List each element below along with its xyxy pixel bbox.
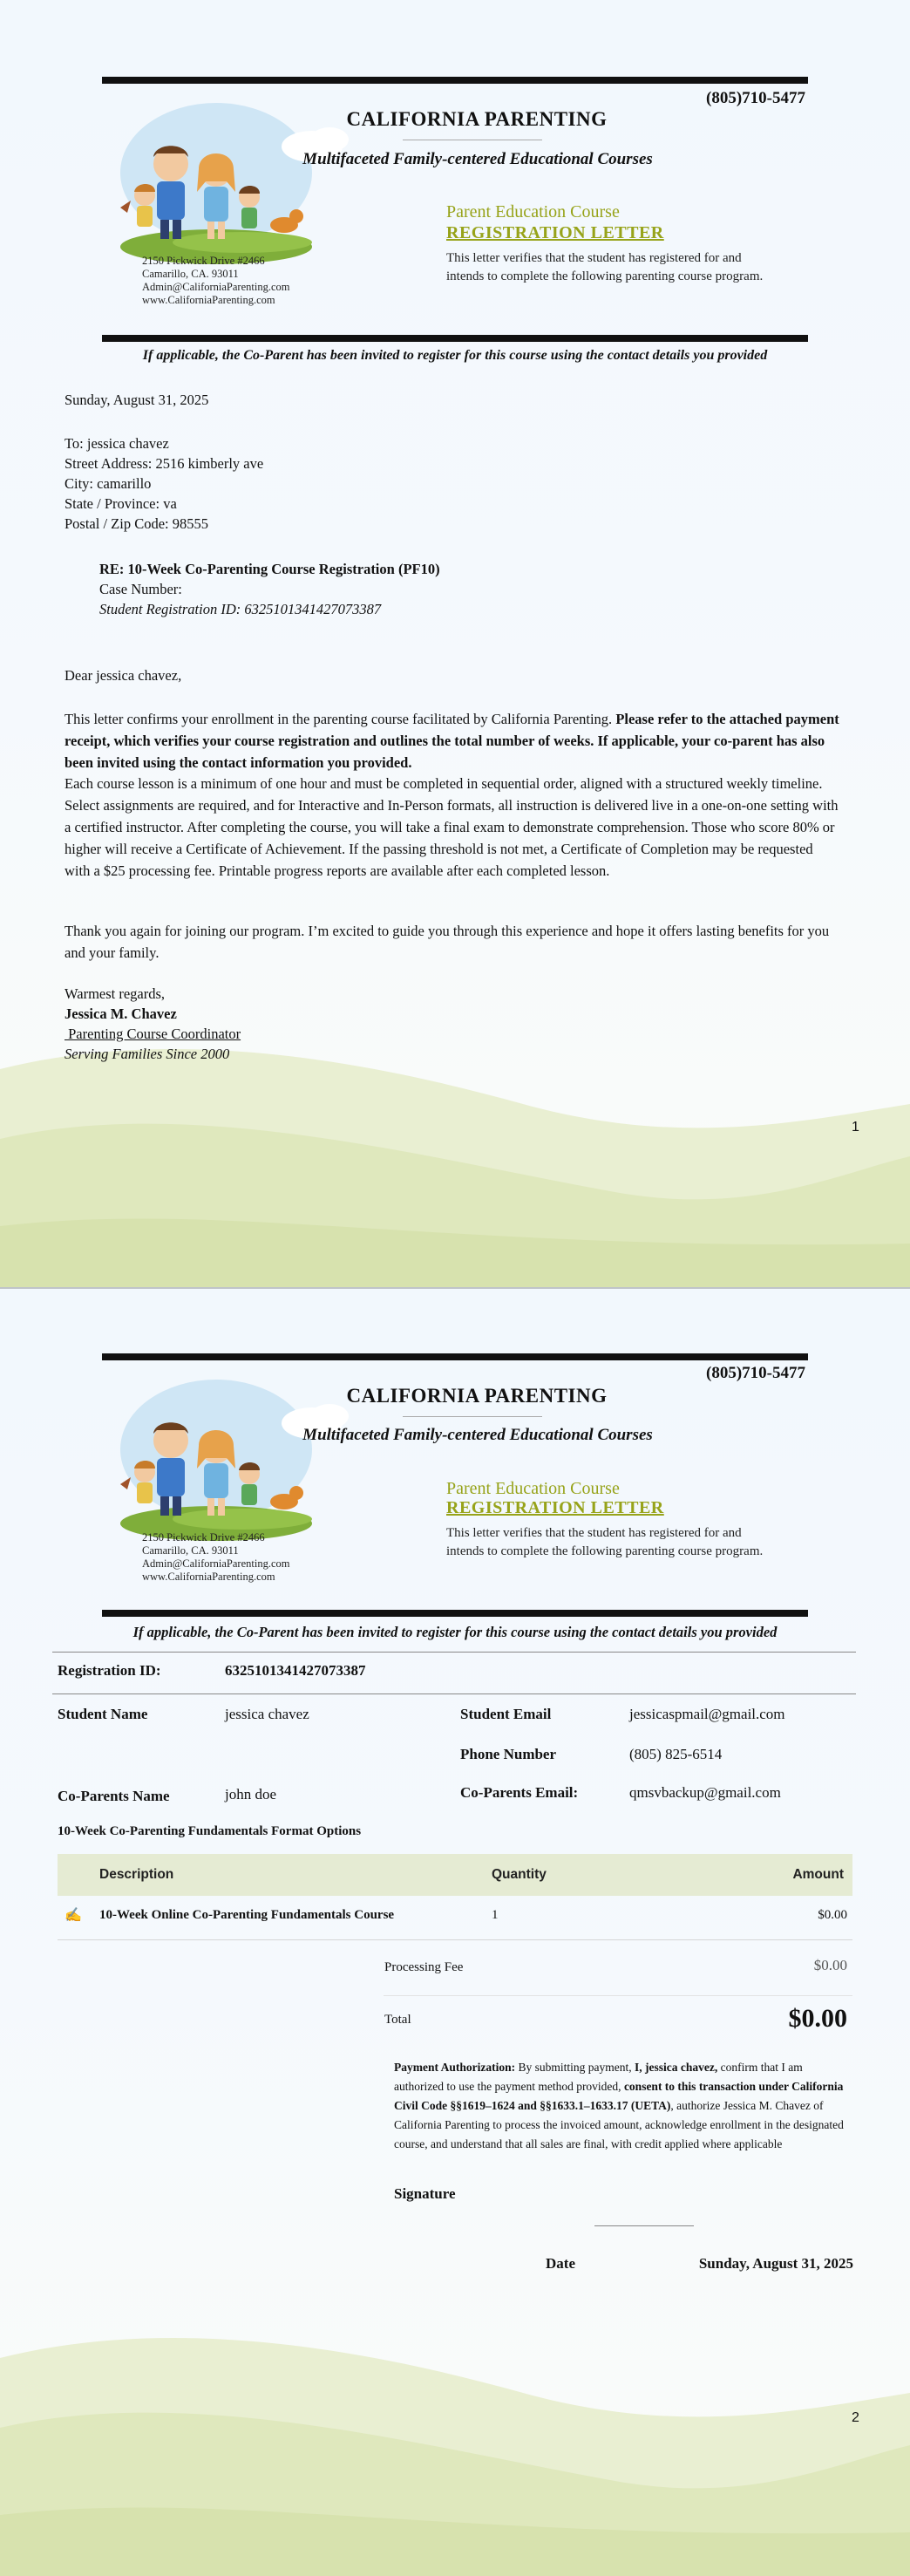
header-bottom-bar xyxy=(102,335,808,342)
company-address xyxy=(142,1531,289,1584)
divider xyxy=(52,1652,856,1653)
processing-fee-label: Processing Fee xyxy=(384,1960,464,1974)
summary-divider xyxy=(384,1995,852,1996)
divider xyxy=(52,1693,856,1694)
registration-letter-title: REGISTRATION LETTER xyxy=(446,223,664,242)
address-line-1: 2150 Pickwick Drive #2466 xyxy=(142,1531,265,1544)
student-email-label: Student Email xyxy=(460,1706,552,1722)
letter-date: Sunday, August 31, 2025 xyxy=(65,392,209,408)
company-tagline: Multifaceted Family-centered Educational Courses xyxy=(302,1426,653,1444)
student-name-label: Student Name xyxy=(58,1706,148,1722)
item-amount: $0.00 xyxy=(818,1908,847,1922)
writing-hand-icon: ✍ xyxy=(65,1908,82,1923)
student-registration-id: Student Registration ID: 6325101341427073387 xyxy=(99,601,382,617)
course-title: Parent Education Course xyxy=(446,202,620,221)
page-1 xyxy=(0,0,910,1287)
student-email-value: jessicaspmail@gmail.com xyxy=(629,1706,785,1722)
verify-text: This letter verifies that the student has registered for and intends to complete the following parenting course program. xyxy=(446,251,764,283)
auth-consent: consent to this transaction under California Civil Code §§1619–1624 and §§1633.1–1633.17 (UETA) xyxy=(394,2080,844,2112)
background-waves xyxy=(0,1026,910,1287)
date-value: Sunday, August 31, 2025 xyxy=(698,2255,853,2272)
student-name-value: jessica chavez xyxy=(225,1706,309,1722)
company-website: www.CaliforniaParenting.com xyxy=(142,1571,275,1583)
paragraph-thanks: Thank you again for joining our program. I’m excited to guide you through this experience and hope it offers lasting benefits for you and your family. xyxy=(65,923,830,961)
paragraph-enrollment xyxy=(65,708,840,773)
header-phone: (805)710-5477 xyxy=(706,89,805,107)
recipient-city: City: camarillo xyxy=(65,475,152,492)
recipient-address xyxy=(65,433,263,534)
verify-text: This letter verifies that the student has registered for and intends to complete the following parenting course program. xyxy=(446,1526,764,1558)
table-header xyxy=(58,1854,852,1896)
course-title: Parent Education Course xyxy=(446,1479,620,1498)
company-email: Admin@CaliforniaParenting.com xyxy=(142,281,290,293)
phone-value: (805) 825-6514 xyxy=(629,1746,723,1762)
payment-authorization xyxy=(394,2058,847,2154)
auth-text-1: By submitting payment, xyxy=(515,2061,635,2074)
date-label: Date xyxy=(546,2255,575,2272)
co-parent-invite-note: If applicable, the Co-Parent has been invited to register for this course using the contact details you provided xyxy=(142,348,768,363)
page-2 xyxy=(0,1289,910,2576)
enrollment-text: This letter confirms your enrollment in the parenting course facilitated by California Parenting. xyxy=(65,711,616,727)
coparent-name-value: john doe xyxy=(225,1786,277,1803)
phone-label: Phone Number xyxy=(460,1746,557,1762)
reg-id-label: Registration ID: xyxy=(58,1662,161,1679)
total-value: $0.00 xyxy=(788,2004,847,2033)
auth-name: I, jessica chavez, xyxy=(635,2061,718,2074)
case-number: Case Number: xyxy=(99,581,182,597)
col-amount: Amount xyxy=(792,1867,844,1882)
signature-label: Signature xyxy=(394,2185,456,2202)
company-name: CALIFORNIA PARENTING xyxy=(346,1385,608,1407)
recipient-postal: Postal / Zip Code: 98555 xyxy=(65,515,208,532)
auth-label: Payment Authorization: xyxy=(394,2061,516,2074)
company-name: CALIFORNIA PARENTING xyxy=(346,108,608,130)
format-options-title: 10-Week Co-Parenting Fundamentals Format Options xyxy=(58,1824,362,1838)
signer-title: Parenting Course Coordinator xyxy=(65,1026,241,1042)
closing: Warmest regards, xyxy=(65,985,166,1002)
signature-block xyxy=(65,984,241,1064)
recipient-street: Street Address: 2516 kimberly ave xyxy=(65,455,264,472)
reg-id-value: 6325101341427073387 xyxy=(225,1662,366,1679)
signer-name: Jessica M. Chavez xyxy=(65,1005,177,1022)
registration-letter-title: REGISTRATION LETTER xyxy=(446,1498,664,1517)
page-number-1: 1 xyxy=(852,1120,859,1135)
company-email: Admin@CaliforniaParenting.com xyxy=(142,1557,290,1570)
item-quantity: 1 xyxy=(492,1908,499,1922)
greeting: Dear jessica chavez, xyxy=(65,667,182,684)
col-quantity: Quantity xyxy=(492,1867,547,1882)
recipient-state: State / Province: va xyxy=(65,495,177,512)
header-top-bar xyxy=(102,1353,808,1360)
address-line-2: Camarillo, CA. 93011 xyxy=(142,1544,239,1557)
item-description: 10-Week Online Co-Parenting Fundamentals Course xyxy=(99,1908,395,1922)
col-description: Description xyxy=(99,1867,174,1882)
header-bottom-bar xyxy=(102,1610,808,1617)
company-website: www.CaliforniaParenting.com xyxy=(142,294,275,306)
coparent-email-label: Co-Parents Email: xyxy=(460,1784,579,1801)
signature-line xyxy=(594,2225,694,2226)
coparent-email-value: qmsvbackup@gmail.com xyxy=(629,1784,781,1801)
table-row-divider xyxy=(58,1939,852,1940)
header-top-bar xyxy=(102,77,808,84)
total-label: Total xyxy=(384,2013,411,2027)
company-address xyxy=(142,255,289,307)
signer-tagline: Serving Families Since 2000 xyxy=(65,1046,230,1062)
header-phone: (805)710-5477 xyxy=(706,1364,805,1382)
processing-fee-value: $0.00 xyxy=(813,1957,847,1973)
auth-text-2: confirm that I am authorized to use the payment method provided, xyxy=(394,2061,803,2093)
re-line: RE: 10-Week Co-Parenting Course Registration (PF10) xyxy=(99,561,440,577)
paragraph-course-details: Each course lesson is a minimum of one hour and must be completed in sequential order, aligned with a structured weekly timeline. Select assignments are required, and for Interactive and In-Person formats, all instruction is delivered live in a one-on-one setting with a certified instructor. After completing the course, you will take a final exam to demonstrate comprehension. Those who score 80% or higher will receive a Certificate of Achievement. If the passing threshold is not met, a Certificate of Completion may be requested with a $25 processing fee. Printable progress reports are available after each completed lesson. xyxy=(65,775,839,879)
enrollment-bold-text: Please refer to the attached payment receipt, which verifies your course registration and outlines the total number of weeks. If applicable, your co-parent has also been invited using the contact information you provided. xyxy=(65,711,839,771)
company-tagline: Multifaceted Family-centered Educational Courses xyxy=(302,150,653,168)
co-parent-invite-note: If applicable, the Co-Parent has been invited to register for this course using the contact details you provided xyxy=(132,1624,778,1640)
recipient-to: To: jessica chavez xyxy=(65,435,169,452)
background-waves xyxy=(0,2314,910,2576)
header-rule xyxy=(403,1416,542,1417)
address-line-2: Camarillo, CA. 93011 xyxy=(142,268,239,280)
re-block xyxy=(99,559,440,619)
page-number-2: 2 xyxy=(852,2410,859,2425)
coparent-name-label: Co-Parents Name xyxy=(58,1788,170,1804)
auth-text-3: , authorize Jessica M. Chavez of California Parenting to process the invoiced amount, acknowledge enrollment in the designated course, and understand that all sales are final, with credit applied where applicable xyxy=(394,2099,844,2150)
address-line-1: 2150 Pickwick Drive #2466 xyxy=(142,255,265,267)
